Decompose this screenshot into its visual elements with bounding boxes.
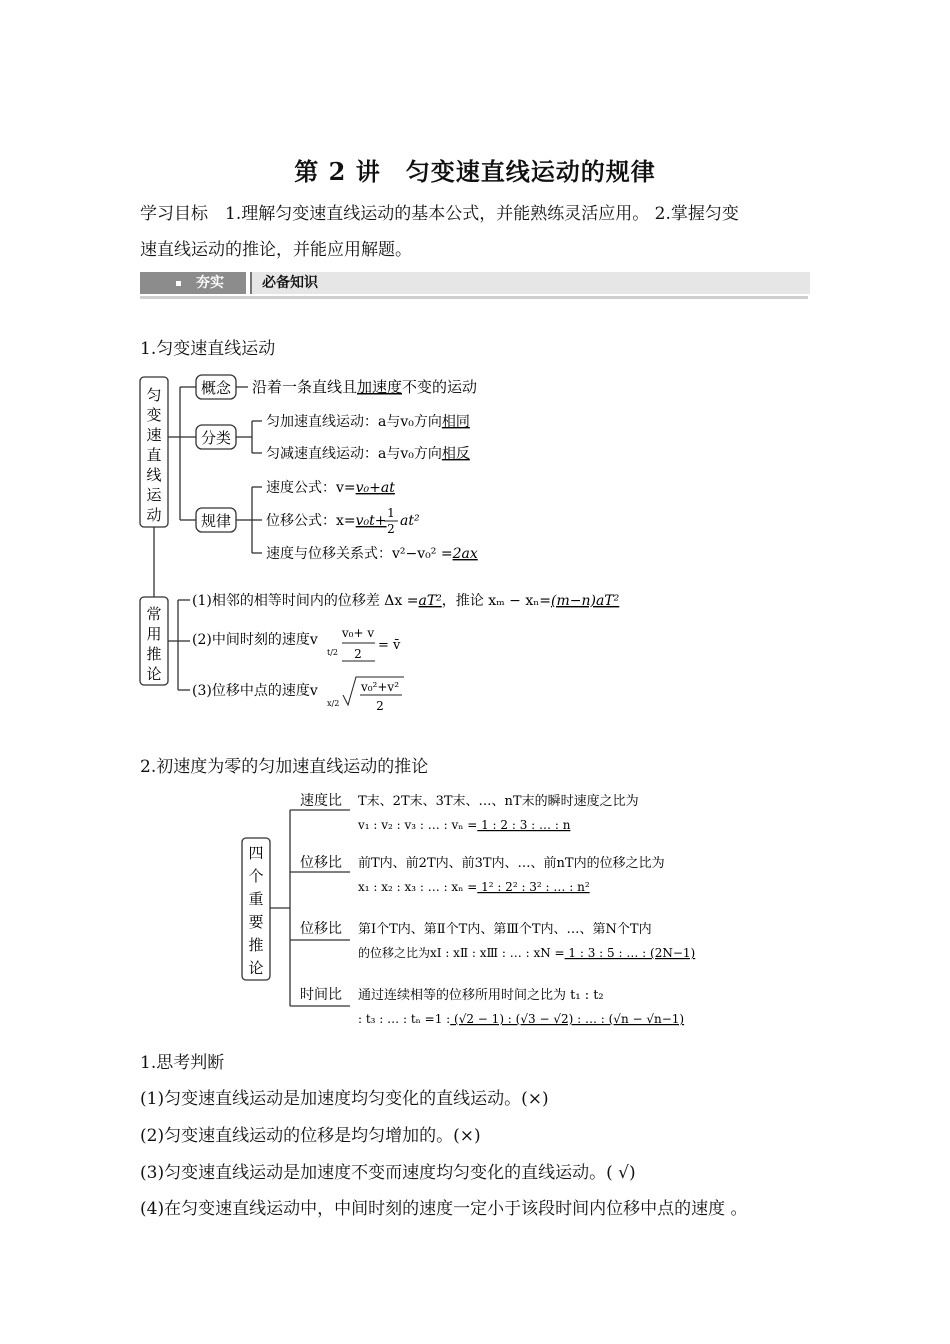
- root-label-char: 匀: [146, 386, 162, 404]
- corollary-label-chars: [146, 605, 161, 683]
- corollary-type-label: 位移比: [300, 855, 342, 871]
- judge-item-4: (4)在匀变速直线运动中，中间时刻的速度一定小于该段时间内位移中点的速度 。: [140, 1199, 748, 1219]
- corollary-line-1: T末、2T末、3T末、…、nT末的瞬时速度之比为: [358, 794, 639, 809]
- concept-text: 沿着一条直线且加速度不变的运动: [252, 378, 478, 396]
- classification-label: 分类: [200, 429, 232, 447]
- banner-right-label: 必备知识: [262, 275, 318, 291]
- corollary-item-2-tail: = v̄: [378, 638, 401, 653]
- classification-item-2: 匀减速直线运动：a与v₀方向相反: [266, 446, 470, 462]
- goal-line-1: 学习目标 1.理解匀变速直线运动的基本公式，并能熟练灵活应用。 2.掌握匀变: [140, 204, 739, 224]
- four-corollaries-items: [300, 792, 695, 1026]
- four-corollaries-label-char: 论: [248, 959, 264, 977]
- corollary-line-2: v₁ : v₂ : v₃ : … : vₙ = 1 : 2 : 3 : … : n: [358, 818, 571, 832]
- corollary-label-char: 用: [146, 625, 162, 643]
- square-bullet-icon: [176, 281, 181, 286]
- section-banner: [140, 272, 808, 298]
- rule-velocity-displacement: 速度与位移关系式：v²−v₀² =2ax: [266, 546, 478, 562]
- four-corollaries-label-char: 个: [248, 867, 264, 885]
- root-label-char: 变: [146, 406, 162, 424]
- learning-goals: [140, 196, 812, 268]
- corollary-line-1: 通过连续相等的位移所用时间之比为 t₁ : t₂: [358, 988, 604, 1003]
- judge-item-1: (1)匀变速直线运动是加速度均匀变化的直线运动。(×): [140, 1089, 549, 1109]
- judge-item-2: (2)匀变速直线运动的位移是均匀增加的。(×): [140, 1126, 481, 1146]
- corollary-item-3: (3)位移中点的速度v: [192, 683, 318, 699]
- rule-velocity-formula: 速度公式：v=v₀+at: [266, 480, 395, 496]
- rule-displacement-frac-num: 1: [387, 506, 395, 520]
- rule-displacement-frac-den: 2: [387, 522, 395, 536]
- corollary-line-2: : t₃ : … : tₙ =1 : (√2 − 1) : (√3 − √2) : … : (√n − √n−1): [358, 1012, 685, 1026]
- corollary-item-3-frac-den: 2: [376, 699, 384, 713]
- corollary-item-2-sub: t/2: [327, 648, 338, 657]
- root-label-chars: [146, 386, 162, 524]
- goal-line-2: 速直线运动的推论，并能应用解题。: [140, 240, 412, 260]
- corollary-label-char: 推: [146, 645, 162, 663]
- banner-dark-tab: [140, 272, 246, 294]
- four-corollaries-label-chars: [248, 844, 263, 977]
- corollary-label-char: 常: [146, 605, 162, 623]
- section2-heading: 2.初速度为零的匀加速直线运动的推论: [140, 757, 429, 777]
- section1-heading: 1.匀变速直线运动: [140, 339, 276, 359]
- four-corollaries-label-char: 重: [248, 890, 264, 908]
- root-label-char: 直: [146, 446, 162, 464]
- corollary-item-1: (1)相邻的相等时间内的位移差 Δx =aT²，推论 xₘ − xₙ=(m−n)aT²: [192, 593, 620, 609]
- four-corollaries-label-char: 推: [248, 936, 264, 954]
- classification-item-1: 匀加速直线运动：a与v₀方向相同: [266, 414, 470, 430]
- corollary-type-label: 位移比: [300, 921, 342, 937]
- banner-underline: [140, 296, 808, 299]
- four-corollaries-label-char: 四: [248, 844, 264, 862]
- corollary-item-2: (2)中间时刻的速度v: [192, 632, 318, 648]
- root-label-char: 动: [146, 506, 162, 524]
- root-label-char: 线: [146, 466, 162, 484]
- corollary-line-2: 的位移之比为xⅠ : xⅡ : xⅢ : … : xN = 1 : 3 : 5 : … : (2N−1): [358, 946, 696, 960]
- corollary-line-2: x₁ : x₂ : x₃ : … : xₙ = 1² : 2² : 3² : … : n²: [358, 880, 590, 894]
- four-corollaries-diagram: [0, 780, 950, 1035]
- corollary-item-3-sub: x/2: [327, 699, 340, 708]
- root-label-char: 运: [146, 486, 162, 504]
- corollary-type-label: 时间比: [300, 987, 342, 1003]
- corollary-label-char: 论: [146, 665, 162, 683]
- banner-left-label: 夯实: [196, 275, 224, 291]
- corollary-item-2-frac-num: v₀+ v: [341, 626, 375, 640]
- corollary-line-1: 前T内、前2T内、前3T内、…、前nT内的位移之比为: [358, 856, 665, 871]
- banner-light-tab: [250, 272, 810, 294]
- motion-concept-diagram: [0, 365, 950, 725]
- four-corollaries-label-char: 要: [248, 913, 264, 931]
- rule-displacement-tail: at²: [400, 513, 420, 529]
- root-label-char: 速: [146, 426, 162, 444]
- rules-label: 规律: [200, 512, 232, 530]
- judge-item-3: (3)匀变速直线运动是加速度不变而速度均匀变化的直线运动。( √): [140, 1163, 636, 1183]
- corollary-type-label: 速度比: [300, 793, 342, 809]
- corollary-item-3-frac-num: v₀²+v²: [360, 680, 400, 694]
- rule-displacement-formula: 位移公式：x=v₀t+: [266, 513, 387, 529]
- judge-heading: 1.思考判断: [140, 1053, 225, 1073]
- page-title: 第 2 讲 匀变速直线运动的规律: [294, 157, 656, 186]
- corollary-item-2-frac-den: 2: [354, 647, 362, 661]
- concept-label: 概念: [200, 379, 232, 397]
- corollary-line-1: 第Ⅰ个T内、第Ⅱ个T内、第Ⅲ个T内、…、第N个T内: [358, 922, 652, 937]
